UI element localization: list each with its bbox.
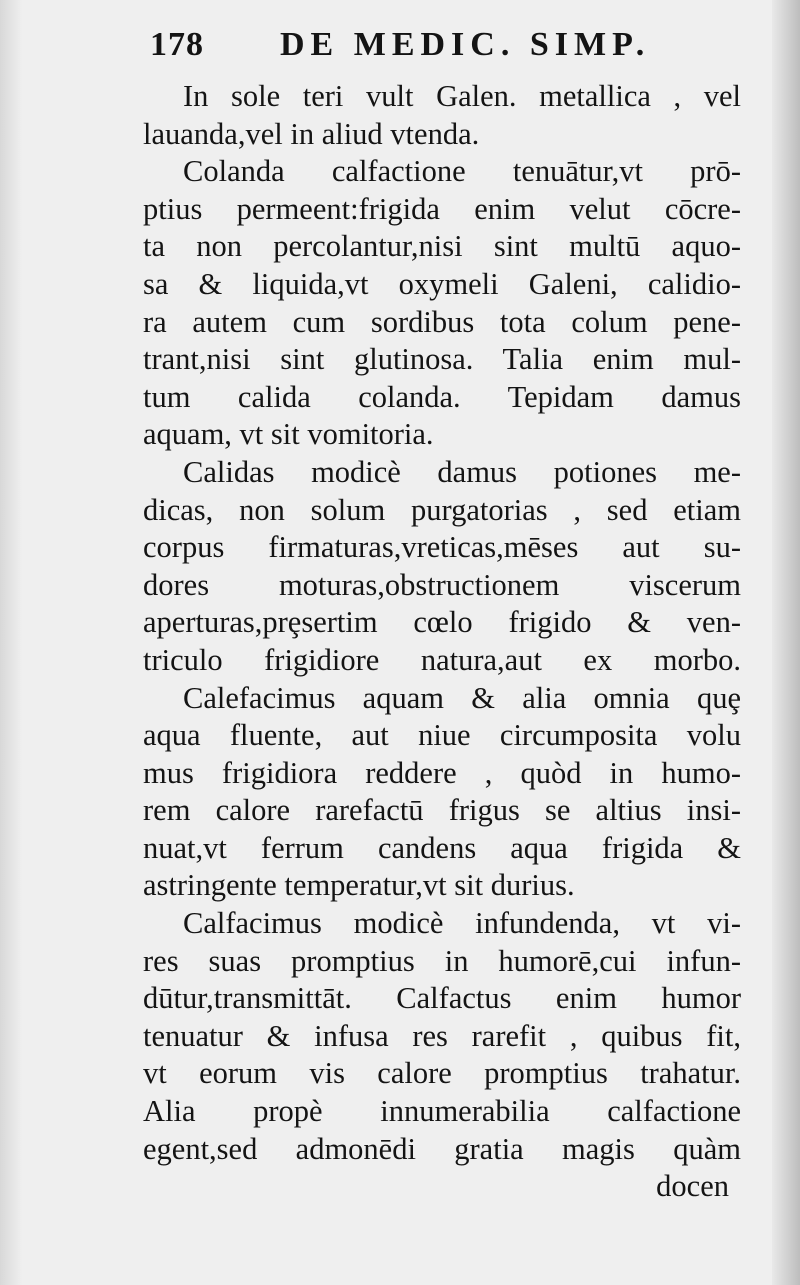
- running-title: DE MEDIC. SIMP.: [280, 26, 651, 63]
- text-line: aperturas,prȩsertim cœlo frigido & ven-: [143, 605, 741, 640]
- text-line: nuat,vt ferrum candens aqua frigida &: [143, 830, 741, 865]
- text-line: lauanda,vel in aliud vtenda.: [143, 116, 480, 151]
- scan-edge-left: [0, 0, 22, 1285]
- text-line: Colanda calfactione tenuātur,vt prō-: [183, 154, 741, 189]
- text-line: Calidas modicè damus potiones me-: [183, 454, 741, 489]
- text-line: trant,nisi sint glutinosa. Talia enim mul-: [143, 342, 741, 377]
- text-line: aquam, vt sit vomitoria.: [143, 417, 434, 452]
- page-number: 178: [150, 26, 204, 63]
- text-line: dores moturas,obstructionem viscerum: [143, 567, 741, 602]
- text-line: Calfacimus modicè infundenda, vt vi-: [183, 906, 741, 941]
- text-line: res suas promptius in humorē,cui infun-: [143, 943, 741, 978]
- text-line: ptius permeent:frigida enim velut cōcre-: [143, 191, 741, 226]
- text-line: In sole teri vult Galen. metallica , vel: [183, 79, 741, 113]
- text-line: tenuatur & infusa res rarefit , quibus fit,: [143, 1018, 741, 1053]
- text-line: sa & liquida,vt oxymeli Galeni, calidio-: [143, 266, 741, 301]
- text-line: mus frigidiora reddere , quòd in humo-: [143, 755, 741, 790]
- text-line: aqua fluente, aut niue circumposita volu: [143, 718, 741, 753]
- text-line: egent,sed admonēdi gratia magis quàm: [143, 1131, 741, 1166]
- text-line: Calefacimus aquam & alia omnia quȩ: [183, 680, 741, 715]
- text-line: tum calida colanda. Tepidam damus: [143, 379, 741, 414]
- text-line: corpus firmaturas,vreticas,mēses aut su-: [143, 530, 741, 565]
- text-line: vt eorum vis calore promptius trahatur.: [143, 1056, 741, 1091]
- text-line: ta non percolantur,nisi sint multū aquo-: [143, 229, 741, 264]
- text-line: dicas, non solum purgatorias , sed etiam: [143, 492, 741, 527]
- text-line: triculo frigidiore natura,aut ex morbo.: [143, 642, 741, 677]
- text-line: astringente temperatur,vt sit durius.: [143, 868, 575, 903]
- text-line: Alia propè innumerabilia calfactione: [143, 1094, 741, 1129]
- scan-edge-right: [772, 0, 800, 1285]
- page-header: [150, 26, 750, 78]
- body-text: [143, 78, 741, 1206]
- text-line: ra autem cum sordibus tota colum pene-: [143, 304, 741, 339]
- text-line: dūtur,transmittāt. Calfactus enim humor: [143, 981, 741, 1016]
- catchword: docen: [656, 1169, 729, 1204]
- text-line: rem calore rarefactū frigus se altius insi-: [143, 793, 741, 828]
